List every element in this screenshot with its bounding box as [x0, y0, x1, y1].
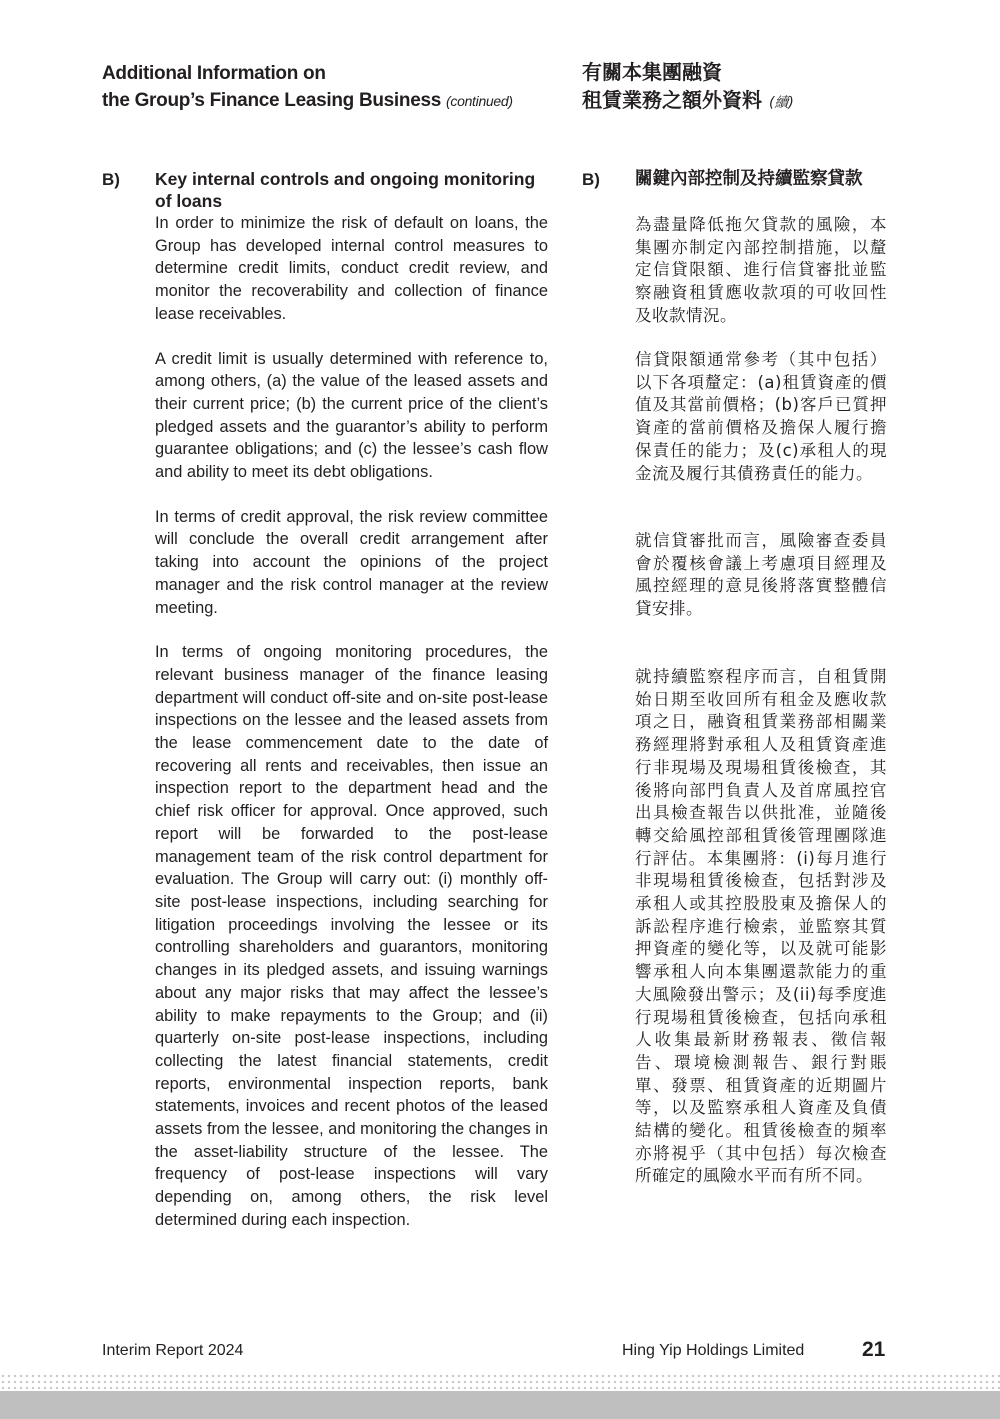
footer-grey-band	[0, 1391, 1000, 1419]
chinese-paragraph-block-1	[635, 214, 887, 328]
paragraph-en-4: In terms of ongoing monitoring procedures, the relevant business manager of the finance leasing department will conduct off-site and on-site post-lease inspections on the lessee and the leased assets from the lease commencement date to the date of recovering all rents and receivables, then issue an inspection report to the department head and the chief risk officer for approval. Once approved, such report will be forwarded to the post-lease management team of the risk control department for evaluation. The Group will carry out: (i) monthly off-site post-lease inspections, including searching for litigation proceedings involving the lessee or its controlling shareholders and guarantors, monitoring changes in its pledged assets, and issuing warnings about any major risks that may affect the lessee’s ability to make repayments to the Group; and (ii) quarterly on-site post-lease inspections, including collecting the latest financial statements, credit reports, environmental inspection reports, bank statements, invoices and recent photos of the leased assets from the lessee, and monitoring the changes in the asset-liability structure of the lessee. The frequency of post-lease inspections will vary depending on, among others, the risk level determined during each inspection.	[155, 643, 548, 1229]
chinese-paragraph-block-4	[635, 666, 887, 1188]
section-label-zh: B)	[582, 170, 600, 189]
header-title-zh-line2: 租賃業務之額外資料	[582, 88, 762, 112]
section-title-en: Key internal controls and ongoing monitoring of loans	[155, 169, 536, 211]
chinese-title-block	[635, 168, 887, 190]
chinese-paragraph-block-3	[635, 530, 887, 621]
header-title-en-line2-wrap	[102, 87, 542, 115]
header-title-en	[102, 60, 542, 115]
paragraph-en-1: In order to minimize the risk of default on loans, the Group has developed internal control measures to determine credit limits, conduct credit review, and monitor the recoverability and collection of finance lease receivables.	[155, 214, 548, 323]
footer-dot-pattern	[0, 1373, 1000, 1391]
paragraph-en-3: In terms of credit approval, the risk review committee will conclude the overall credit arrangement after taking into account the opinions of the project manager and the risk control manager at the review meeting.	[155, 507, 548, 617]
section-label-en: B)	[102, 170, 120, 189]
paragraph-zh-2: 信貸限額通常參考（其中包括）以下各項釐定：(a)租賃資產的價值及其當前價格；(b)客戶已質押資產的當前價格及擔保人履行擔保責任的能力；及(c)承租人的現金流及履行其債務責任的能力。	[635, 350, 887, 483]
paragraph-zh-1: 為盡量降低拖欠貸款的風險，本集團亦制定內部控制措施，以釐定信貸限額、進行信貸審批並監察融資租賃應收款項的可收回性及收款情況。	[635, 215, 887, 325]
paragraph-zh-4: 就持續監察程序而言，自租賃開始日期至收回所有租金及應收款項之日，融資租賃業務部相關業務經理將對承租人及租賃資產進行非現場及現場租賃後檢查，其後將向部門負責人及首席風控官出具檢查報告以供批准，並隨後轉交給風控部租賃後管理團隊進行評估。本集團將：(i)每月進行非現場租賃後檢查，包括對涉及承租人或其控股股東及擔保人的訴訟程序進行檢索，並監察其質押資產的變化等，以及就可能影響承租人向本集團還款能力的重大風險發出警示；及(ii)每季度進行現場租賃後檢查，包括向承租人收集最新財務報表、徵信報告、環境檢測報告、銀行對賬單、發票、租賃資產的近期圖片等，以及監察承租人資產及負債結構的變化。租賃後檢查的頻率亦將視乎（其中包括）每次檢查所確定的風險水平而有所不同。	[635, 667, 887, 1186]
header-title-zh-line2-wrap	[582, 86, 962, 117]
header-continued-en: (continued)	[446, 93, 513, 109]
paragraph-en-2: A credit limit is usually determined with reference to, among others, (a) the value of the leased assets and their current price; (b) the current price of the client’s pledged assets and the guarantor’s ability to perform guarantee obligations; and (c) the lessee’s cash flow and ability to meet its debt obligations.	[155, 349, 548, 482]
chinese-paragraph-block-2	[635, 349, 887, 485]
english-column	[155, 168, 548, 1254]
header-continued-zh: (續)	[768, 95, 794, 111]
header-title-en-line2: the Group’s Finance Leasing Business	[102, 90, 442, 111]
footer-report-name: Interim Report 2024	[102, 1342, 244, 1359]
header-title-en-line1: Additional Information on	[102, 63, 326, 84]
paragraph-zh-3: 就信貸審批而言，風險審查委員會於覆核會議上考慮項目經理及風控經理的意見後將落實整體信貸安排。	[635, 531, 887, 619]
header-title-zh-line1: 有關本集團融資	[582, 60, 722, 84]
footer-company-name: Hing Yip Holdings Limited	[622, 1342, 805, 1359]
section-title-zh: 關鍵內部控制及持續監察貸款	[635, 169, 863, 189]
page-number: 21	[862, 1338, 886, 1361]
header-title-zh	[582, 58, 962, 117]
